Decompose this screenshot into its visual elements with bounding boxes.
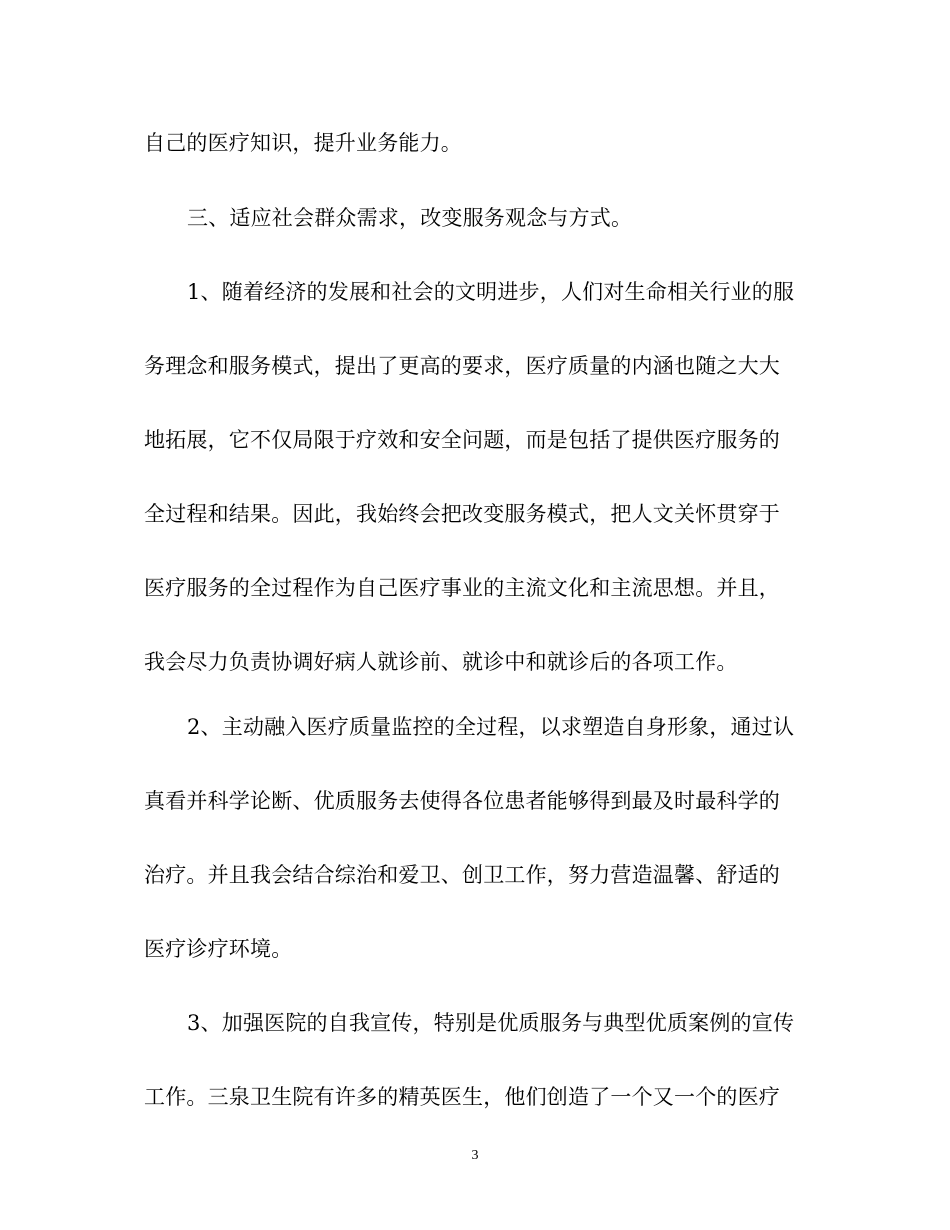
text-line: 医疗诊疗环境。 [144,937,293,961]
page-number: 3 [471,1148,479,1163]
text-line: 真看并科学论断、优质服务去使得各位患者能够得到最及时最科学的 [144,789,780,813]
text-line: 工作。三泉卫生院有许多的精英医生，他们创造了一个又一个的医疗 [144,1085,780,1109]
text-line: 地拓展，它不仅局限于疗效和安全问题，而是包括了提供医疗服务的 [144,428,780,452]
text-line: 2、主动融入医疗质量监控的全过程，以求塑造自身形象，通过认 [187,715,795,739]
section-heading: 三、适应社会群众需求，改变服务观念与方式。 [187,206,633,230]
text-line: 全过程和结果。因此，我始终会把改变服务模式，把人文关怀贯穿于 [144,502,780,526]
text-line: 1、随着经济的发展和社会的文明进步，人们对生命相关行业的服 [187,280,795,304]
text-line: 自己的医疗知识，提升业务能力。 [144,131,462,155]
text-line: 3、加强医院的自我宣传，特别是优质服务与典型优质案例的宣传 [187,1011,795,1035]
text-line: 治疗。并且我会结合综治和爱卫、创卫工作，努力营造温馨、舒适的 [144,863,780,887]
text-line: 务理念和服务模式，提出了更高的要求，医疗质量的内涵也随之大大 [144,354,780,378]
text-line: 医疗服务的全过程作为自己医疗事业的主流文化和主流思想。并且， [144,576,780,600]
text-line: 我会尽力负责协调好病人就诊前、就诊中和就诊后的各项工作。 [144,650,738,674]
